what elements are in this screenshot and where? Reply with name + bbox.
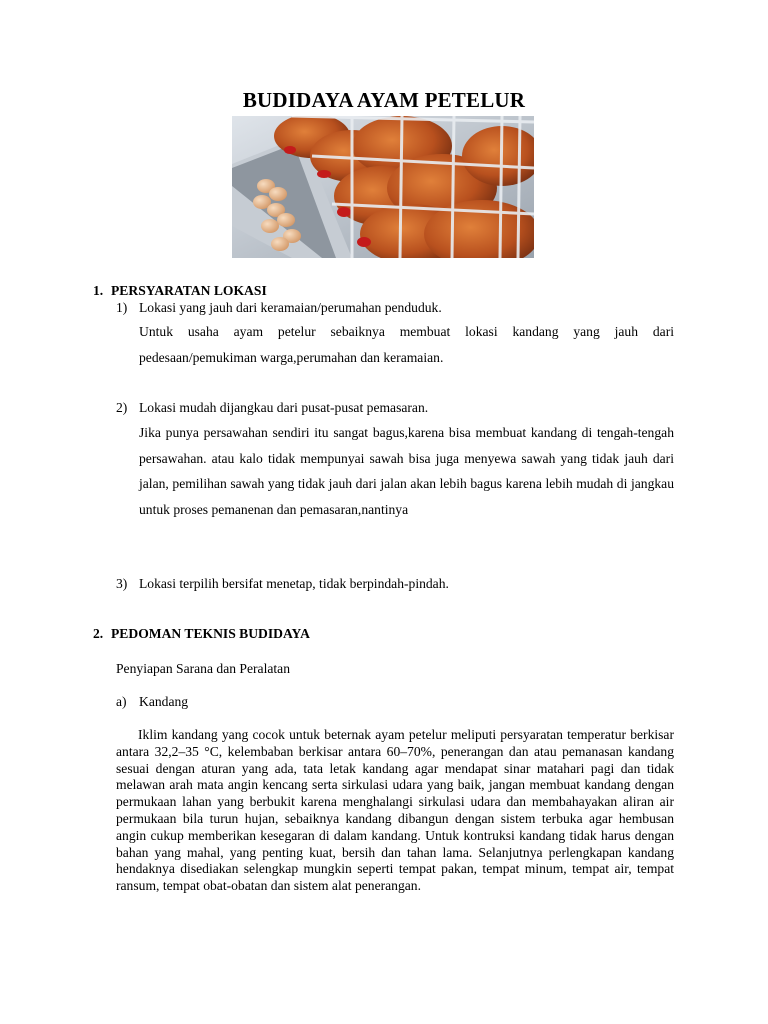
section-2-number: 2. bbox=[93, 626, 104, 641]
item-3-marker: 3) bbox=[116, 576, 128, 591]
section-1-heading: PERSYARATAN LOKASI bbox=[111, 283, 267, 298]
item-a-marker: a) bbox=[116, 694, 127, 709]
section-1-number: 1. bbox=[93, 283, 104, 298]
laying-hens-cage-photo-icon bbox=[232, 116, 534, 258]
item-1-marker: 1) bbox=[116, 300, 128, 315]
section-2-heading: PEDOMAN TEKNIS BUDIDAYA bbox=[111, 626, 310, 641]
laying-hens-photo bbox=[232, 116, 534, 258]
item-2-marker: 2) bbox=[116, 400, 128, 415]
item-1-body: Untuk usaha ayam petelur sebaiknya membuat lokasi kandang yang jauh dari pedesaan/pemukiman warga,perumahan dan keramaian. bbox=[139, 324, 674, 365]
item-1-label: Lokasi yang jauh dari keramaian/perumahan penduduk. bbox=[139, 300, 442, 315]
kandang-paragraph: Iklim kandang yang cocok untuk beternak ayam petelur meliputi persyaratan temperatur berkisar antara 32,2–35 °C, kelembaban berkisar antara 60–70%, penerangan dan atau pemanasan kandang sesuai dengan aturan yang ada, tata letak kandang agar mendapat sinar matahari pagi dan tidak melawan arah mata angin kencang serta sirkulasi udara yang baik, jangan membuat kandang dengan permukaan lahan yang berbukit karena menghalangi sirkulasi udara dan membahayakan aliran air permukaan bila turun hujan, sebaiknya kandang dibangun dengan sistem terbuka agar hembusan angin cukup memberikan kesegaran di dalam kandang. Untuk kontruksi kandang tidak harus dengan bahan yang mahal, yang penting kuat, bersih dan tahan lama. Selanjutnya perlengkapan kandang hendaknya disediakan selengkap mungkin seperti tempat pakan, tempat minum, tempat air, tempat ransum, tempat obat-obatan dan sistem alat penerangan. bbox=[116, 727, 674, 894]
item-2-label: Lokasi mudah dijangkau dari pusat-pusat pemasaran. bbox=[139, 400, 429, 415]
page-title: BUDIDAYA AYAM PETELUR bbox=[242, 88, 526, 112]
item-3-label: Lokasi terpilih bersifat menetap, tidak berpindah-pindah. bbox=[139, 576, 449, 591]
item-a-label: Kandang bbox=[139, 694, 189, 709]
section-2-subheading: Penyiapan Sarana dan Peralatan bbox=[116, 661, 291, 676]
item-2-body: Jika punya persawahan sendiri itu sangat bagus,karena bisa membuat kandang di tengah-tengah persawahan. atau kalo tidak mempunyai sawah bisa juga menyewa sawah yang tidak jauh dari jalan, pemilihan sawah yang tidak jauh dari jalan akan lebih bagus karena lebih mudah di jangkau untuk proses pemanenan dan pemasaran,nantinya bbox=[139, 425, 674, 517]
